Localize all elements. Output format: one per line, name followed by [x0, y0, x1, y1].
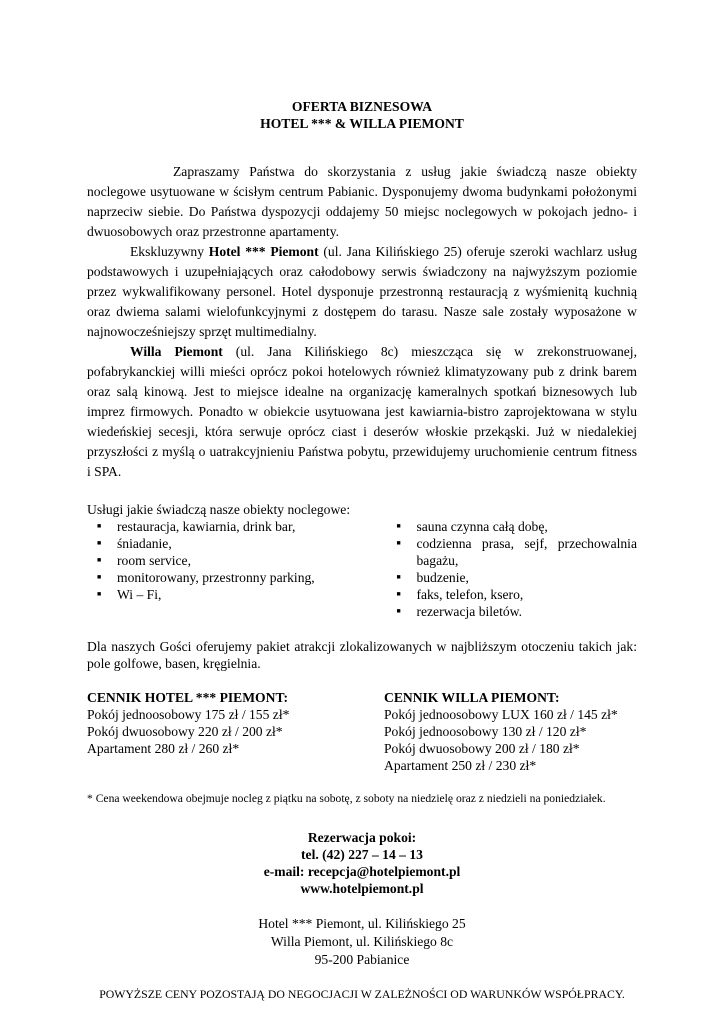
willa-text: (ul. Jana Kilińskiego 8c) mieszcząca się w zrekonstruowanej, pofabrykanckiej willi mieści oprócz pokoi hotelowych również klimatyzowany pub z drink barem oraz salą kinową. Jest to miejsce idealne na organizację kameralnych spotkań biznesowych lub imprez firmowych. Ponadto w obiekcie usytuowana jest kawiarnia-bistro zaprojektowana w stylu wiedeńskiej secesji, która serwuje oprócz ciast i deserów włoskie przekąski. Już w niedalekiej przyszłości z myślą o uatrakcyjnieniu Państwa pobytu, przewidujemy uruchomienie centrum fitness i SPA.: [87, 344, 637, 479]
reservation-email: e-mail: recepcja@hotelpiemont.pl: [263, 864, 461, 879]
hotel-text: (ul. Jana Kilińskiego 25) oferuje szeroki wachlarz usług podstawowych i uzupełniających oraz całodobowy serwis świadczony na najwyższym poziomie przez wykwalifikowany personel. Hotel dysponuje przestronną restauracją z wyśmienitą kuchnią oraz dwiema salami wielofunkcyjnymi z dostępem do tarasu. Nasze sale zostały wyposażone w najnowocześniejszy sprzęt multimedialny.: [87, 244, 638, 339]
list-item: ■ faks, telefon, ksero,: [396, 586, 637, 603]
document-page: [87, 98, 637, 1002]
address-line: 95-200 Pabianice: [314, 952, 410, 967]
price-row: Apartament 250 zł / 230 zł*: [384, 758, 537, 773]
willa-paragraph: [87, 342, 637, 482]
reservation-website: www.hotelpiemont.pl: [300, 881, 424, 896]
list-item: ■ rezerwacja biletów.: [396, 603, 637, 620]
hotel-price-list: [87, 689, 384, 774]
services-right-list: [396, 518, 637, 620]
reservation-label: Rezerwacja pokoi:: [307, 830, 417, 845]
hotel-lead: Ekskluzywny: [130, 244, 209, 259]
list-item: ■ śniadanie,: [97, 535, 396, 552]
hotel-name: Hotel *** Piemont: [208, 244, 319, 259]
list-item: ■ sauna czynna całą dobę,: [396, 518, 637, 535]
reservation-phone: tel. (42) 227 – 14 – 13: [301, 847, 423, 862]
price-row: Apartament 280 zł / 260 zł*: [87, 741, 240, 756]
guests-paragraph: Dla naszych Gości oferujemy pakiet atrakcji zlokalizowanych w najbliższym otoczeniu takich jak: pole golfowe, basen, kręgielnia.: [87, 639, 637, 671]
price-row: Pokój dwuosobowy 200 zł / 180 zł*: [384, 741, 580, 756]
title-line-2: HOTEL *** & WILLA PIEMONT: [260, 116, 464, 131]
address-line: Willa Piemont, ul. Kilińskiego 8c: [270, 934, 454, 949]
address-line: Hotel *** Piemont, ul. Kilińskiego 25: [258, 916, 466, 931]
hotel-price-heading: CENNIK HOTEL *** PIEMONT:: [87, 690, 289, 705]
price-row: Pokój jednoosobowy LUX 160 zł / 145 zł*: [384, 707, 618, 722]
list-item: ■ Wi – Fi,: [97, 586, 396, 603]
price-row: Pokój jednoosobowy 175 zł / 155 zł*: [87, 707, 290, 722]
list-item: ■ restauracja, kawiarnia, drink bar,: [97, 518, 396, 535]
willa-price-list: [384, 689, 637, 774]
intro-paragraph: Zapraszamy Państwa do skorzystania z usług jakie świadczą nasze obiekty noclegowe usytuowane w ścisłym centrum Pabianic. Dysponujemy dwoma budynkami położonymi naprzeciw siebie. Do Państwa dyspozycji oddajemy 50 miejsc noclegowych w pokojach jedno- i dwuosobowych oraz przestronne apartamenty.: [87, 164, 637, 239]
price-lists: [87, 689, 637, 774]
hotel-paragraph: [87, 242, 637, 342]
services-left-list: [87, 518, 396, 620]
services-label: Usługi jakie świadczą nasze obiekty noclegowe:: [87, 502, 351, 517]
address-block: [87, 915, 637, 969]
negotiation-note: POWYŻSZE CENY POZOSTAJĄ DO NEGOCJACJI W ZALEŻNOŚCI OD WARUNKÓW WSPÓŁPRACY.: [99, 987, 625, 1001]
services-list: [87, 518, 637, 620]
willa-price-heading: CENNIK WILLA PIEMONT:: [384, 690, 560, 705]
willa-name: Willa Piemont: [130, 344, 223, 359]
document-title: [87, 98, 637, 132]
list-item: ■ budzenie,: [396, 569, 637, 586]
list-item: ■ codzienna prasa, sejf, przechowalnia bagażu,: [396, 535, 637, 569]
reservation-block: [87, 829, 637, 897]
price-row: Pokój jednoosobowy 130 zł / 120 zł*: [384, 724, 587, 739]
list-item: ■ room service,: [97, 552, 396, 569]
title-line-1: OFERTA BIZNESOWA: [291, 99, 433, 114]
list-item: ■ monitorowany, przestronny parking,: [97, 569, 396, 586]
price-row: Pokój dwuosobowy 220 zł / 200 zł*: [87, 724, 283, 739]
weekend-note: * Cena weekendowa obejmuje nocleg z piątku na sobotę, z soboty na niedzielę oraz z niedzieli na poniedziałek.: [87, 792, 606, 805]
